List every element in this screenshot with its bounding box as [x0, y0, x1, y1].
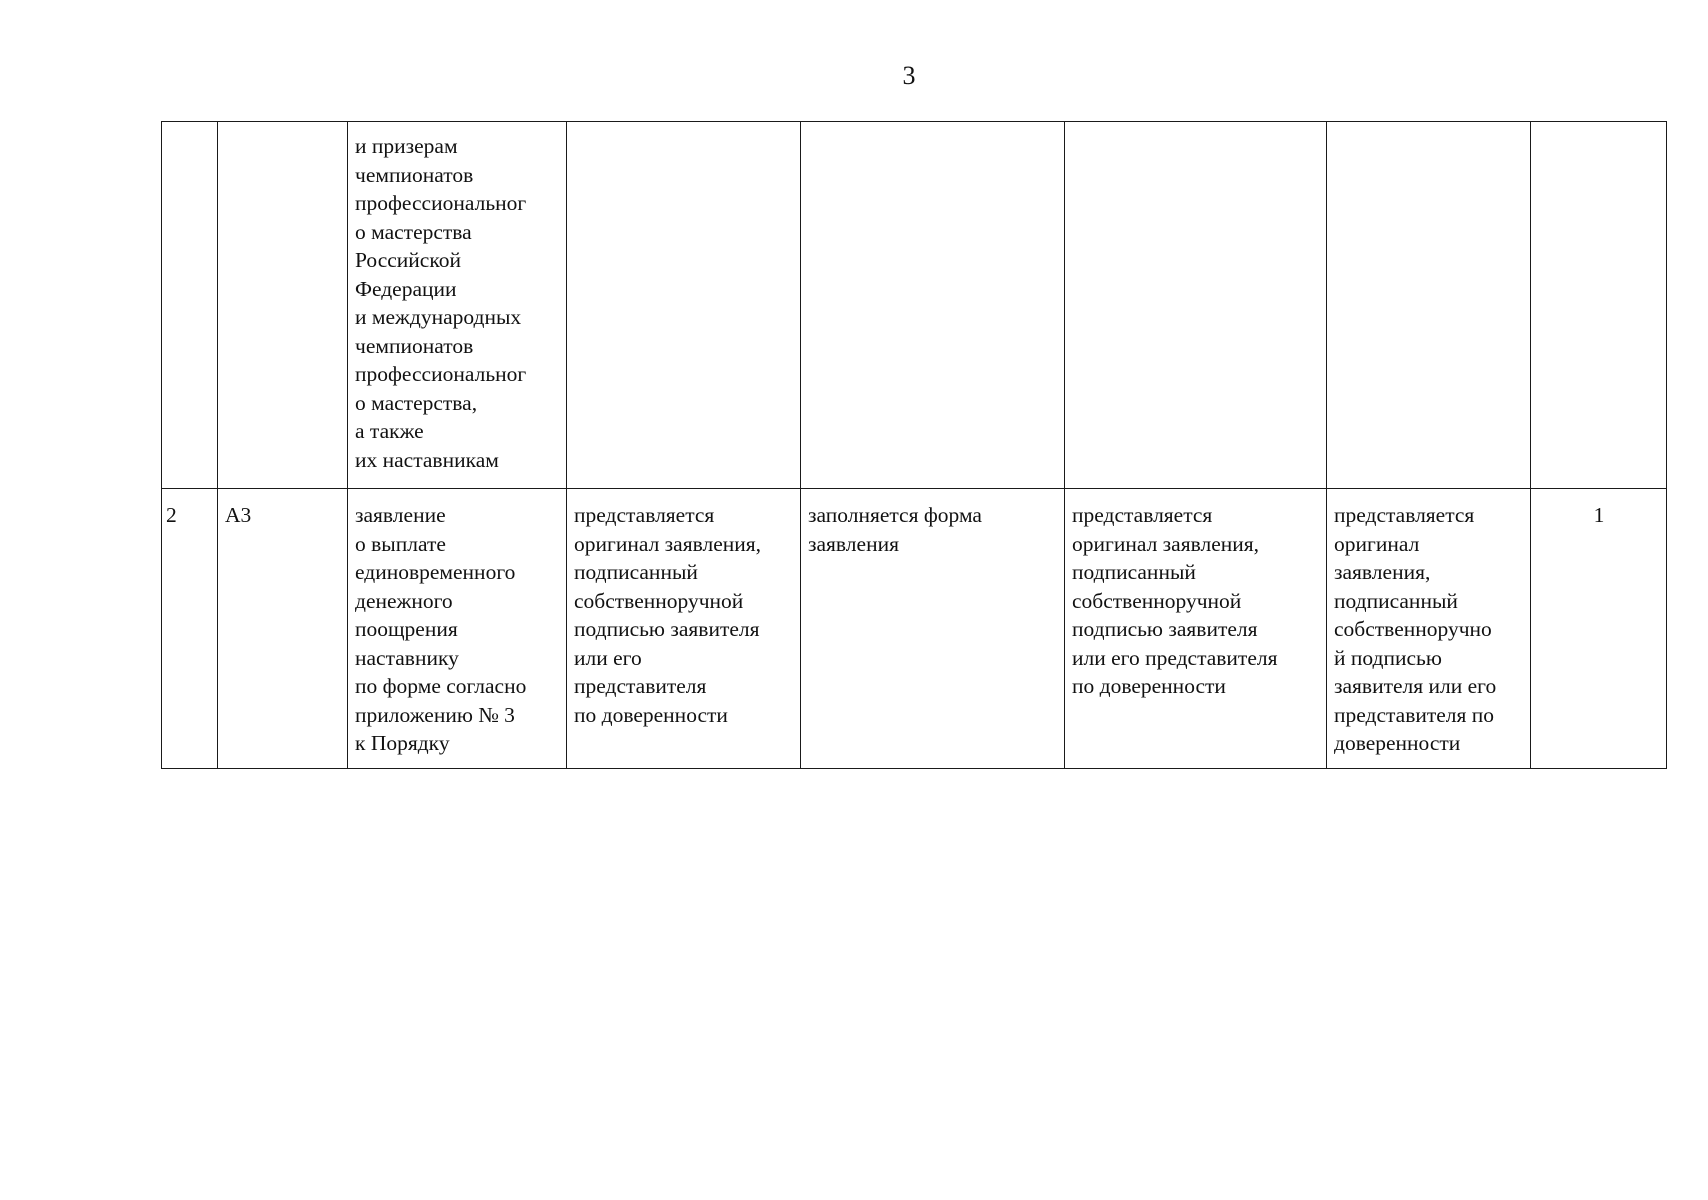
- page-number: 3: [902, 61, 916, 90]
- table-row: [162, 122, 1667, 489]
- cell-count: 1: [1531, 489, 1667, 769]
- cell-requirement-mfc: представляется оригинал заявления, подписанный собственноручной подписью заявителя или его представителя по доверенности: [1065, 489, 1327, 769]
- cell-requirement-electronic: заполняется форма заявления: [801, 489, 1065, 769]
- cell-row-number: 2: [162, 489, 218, 769]
- table-row: [162, 489, 1667, 769]
- cell-requirement-personal: [567, 122, 801, 489]
- cell-row-number: [162, 122, 218, 489]
- cell-count: [1531, 122, 1667, 489]
- documents-table: [161, 121, 1667, 769]
- cell-requirement-mail: представляется оригинал заявления, подписанный собственноручно й подписью заявителя или его представителя по доверенности: [1327, 489, 1531, 769]
- cell-document-name: и призерам чемпионатов профессиональног о мастерства Российской Федерации и международных чемпионатов профессиональног о мастерства, а также их наставникам: [348, 122, 567, 489]
- cell-requirement-personal: представляется оригинал заявления, подписанный собственноручной подписью заявителя или его представителя по доверенности: [567, 489, 801, 769]
- cell-document-code: [218, 122, 348, 489]
- cell-requirement-electronic: [801, 122, 1065, 489]
- cell-requirement-mail: [1327, 122, 1531, 489]
- cell-document-name: заявление о выплате единовременного денежного поощрения наставнику по форме согласно приложению № 3 к Порядку: [348, 489, 567, 769]
- cell-document-code: А3: [218, 489, 348, 769]
- cell-requirement-mfc: [1065, 122, 1327, 489]
